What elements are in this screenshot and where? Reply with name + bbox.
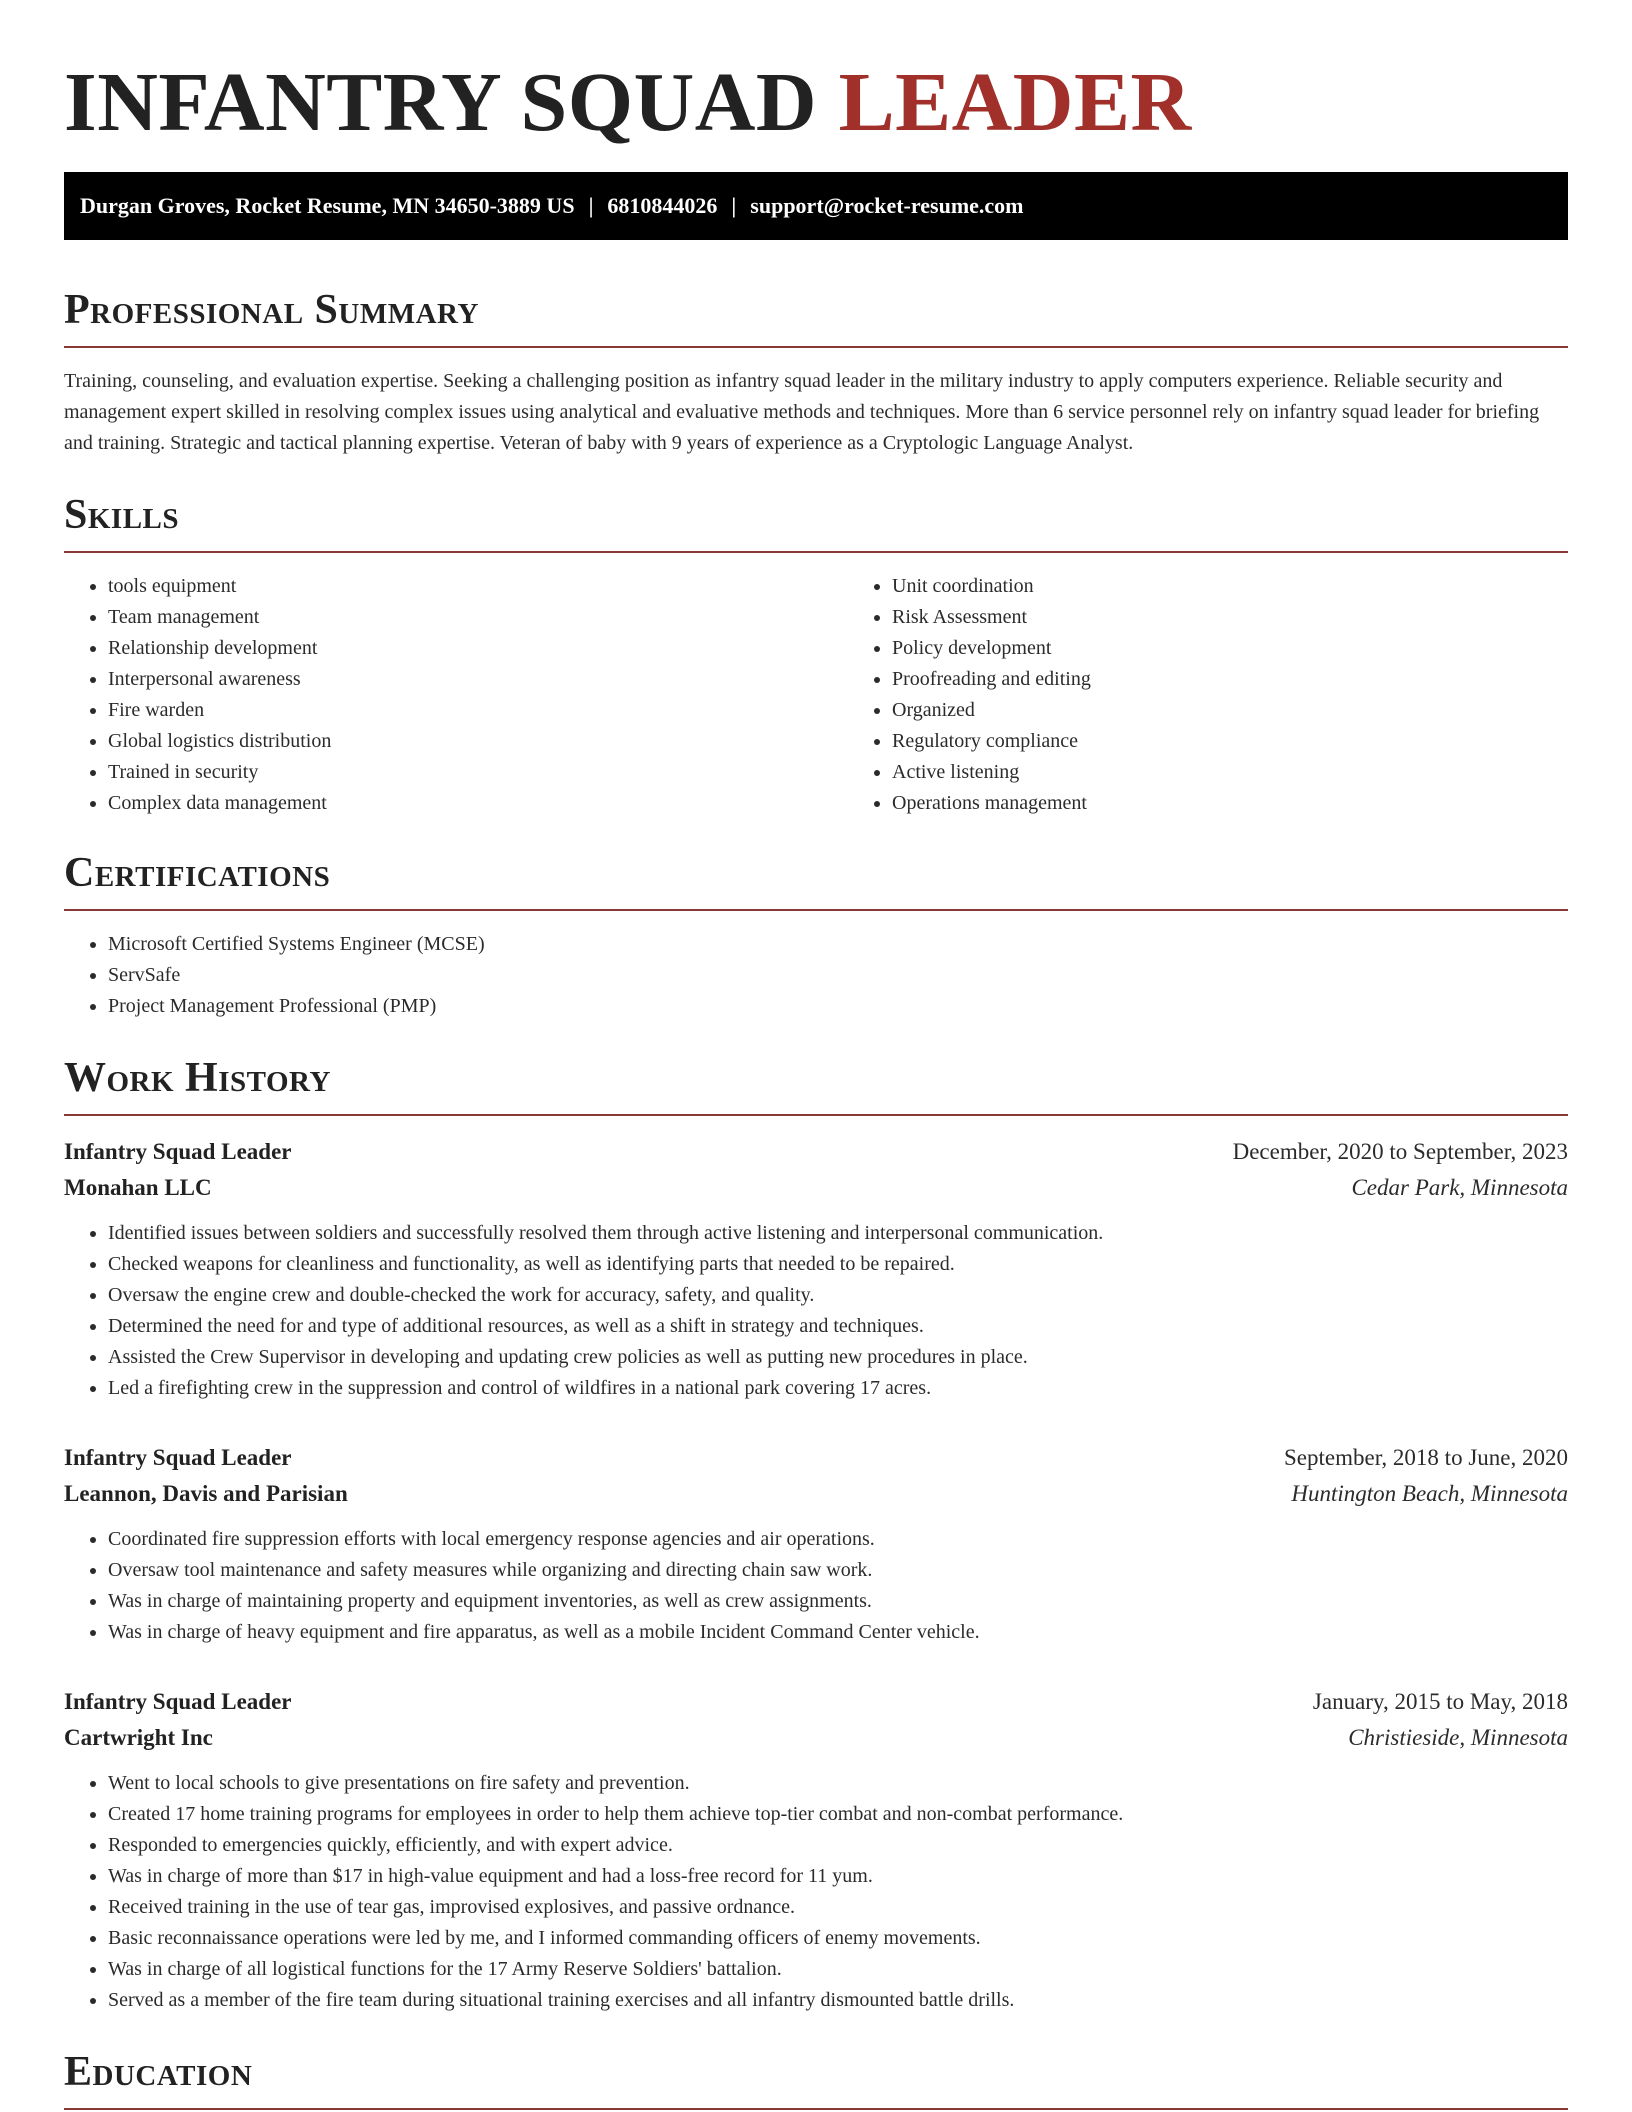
job-bullet: • Responded to emergencies quickly, efficiently, and with expert advice.	[108, 1830, 1568, 1861]
certification-item: • Microsoft Certified Systems Engineer (MCSE)	[108, 929, 1568, 960]
skill-item: • Active listening	[892, 757, 1568, 788]
job-header-row	[64, 1684, 1568, 1720]
job-bullet: • Was in charge of more than $17 in high-value equipment and had a loss-free record for 11 yum.	[108, 1861, 1568, 1892]
section-title-summary: Professional Summary	[64, 287, 479, 333]
skill-item: • Organized	[892, 695, 1568, 726]
contact-address: Durgan Groves, Rocket Resume, MN 34650-3889 US	[80, 193, 575, 218]
skills-grid	[64, 571, 1568, 819]
name-accent: LEADER	[838, 56, 1192, 149]
skill-item: • Proofreading and editing	[892, 664, 1568, 695]
skill-item: • Complex data management	[108, 788, 848, 819]
summary-section	[64, 282, 1568, 459]
skill-item: • Regulatory compliance	[892, 726, 1568, 757]
job-bullet: • Created 17 home training programs for employees in order to help them achieve top-tier combat and non-combat performance.	[108, 1799, 1568, 1830]
job-bullet: • Basic reconnaissance operations were led by me, and I informed commanding officers of enemy movements.	[108, 1923, 1568, 1954]
resume-name	[64, 54, 1568, 152]
job-dates: December, 2020 to September, 2023	[1232, 1139, 1568, 1164]
job-subheader-row	[64, 1720, 1568, 1756]
job-bullets	[64, 1218, 1568, 1404]
skill-item: • Unit coordination	[892, 571, 1568, 602]
skill-item: • Interpersonal awareness	[108, 664, 848, 695]
job-entry	[64, 1134, 1568, 1404]
section-title-certifications: Certifications	[64, 850, 331, 896]
job-bullet: • Identified issues between soldiers and successfully resolved them through active listening and interpersonal communication.	[108, 1218, 1568, 1249]
job-header-row	[64, 1134, 1568, 1170]
job-bullet: • Was in charge of maintaining property and equipment inventories, as well as crew assignments.	[108, 1586, 1568, 1617]
job-location: Cedar Park, Minnesota	[1351, 1175, 1568, 1200]
contact-separator: |	[588, 193, 594, 218]
job-bullet: • Oversaw tool maintenance and safety measures while organizing and directing chain saw work.	[108, 1555, 1568, 1586]
job-company: Leannon, Davis and Parisian	[64, 1481, 348, 1506]
contact-bar	[64, 172, 1568, 240]
certification-item: • Project Management Professional (PMP)	[108, 991, 1568, 1022]
name-main: INFANTRY SQUAD	[64, 56, 818, 149]
job-bullet: • Led a firefighting crew in the suppression and control of wildfires in a national park covering 17 acres.	[108, 1373, 1568, 1404]
skill-item: • tools equipment	[108, 571, 848, 602]
section-divider	[64, 346, 1568, 348]
section-divider	[64, 1114, 1568, 1116]
job-location: Christieside, Minnesota	[1348, 1725, 1568, 1750]
job-bullet: • Served as a member of the fire team during situational training exercises and all infantry dismounted battle drills.	[108, 1985, 1568, 2016]
section-title-education: Education	[64, 2049, 253, 2095]
section-divider	[64, 551, 1568, 553]
certification-item: • ServSafe	[108, 960, 1568, 991]
job-company: Cartwright Inc	[64, 1725, 213, 1750]
skills-list-right	[848, 571, 1568, 819]
certifications-section	[64, 845, 1568, 1022]
contact-email[interactable]: support@rocket-resume.com	[750, 193, 1024, 218]
job-subheader-row	[64, 1170, 1568, 1206]
skill-item: • Risk Assessment	[892, 602, 1568, 633]
skill-item: • Team management	[108, 602, 848, 633]
job-bullet: • Received training in the use of tear gas, improvised explosives, and passive ordnance.	[108, 1892, 1568, 1923]
skills-list-left	[64, 571, 848, 819]
skill-item: • Relationship development	[108, 633, 848, 664]
job-location: Huntington Beach, Minnesota	[1291, 1481, 1568, 1506]
job-bullet: • Coordinated fire suppression efforts with local emergency response agencies and air operations.	[108, 1524, 1568, 1555]
job-entry	[64, 1440, 1568, 1648]
job-bullet: • Went to local schools to give presentations on fire safety and prevention.	[108, 1768, 1568, 1799]
job-bullet: • Oversaw the engine crew and double-checked the work for accuracy, safety, and quality.	[108, 1280, 1568, 1311]
section-title-skills: Skills	[64, 492, 180, 538]
job-bullets	[64, 1768, 1568, 2016]
section-title-work-history: Work History	[64, 1055, 331, 1101]
skill-item: • Policy development	[892, 633, 1568, 664]
job-bullets	[64, 1524, 1568, 1648]
skill-item: • Operations management	[892, 788, 1568, 819]
skill-item: • Trained in security	[108, 757, 848, 788]
job-bullet: • Checked weapons for cleanliness and functionality, as well as identifying parts that needed to be repaired.	[108, 1249, 1568, 1280]
section-divider	[64, 909, 1568, 911]
job-bullet: • Assisted the Crew Supervisor in developing and updating crew policies as well as putting new procedures in place.	[108, 1342, 1568, 1373]
work-history-section	[64, 1050, 1568, 2016]
skills-section	[64, 487, 1568, 819]
job-bullet: • Determined the need for and type of additional resources, as well as a shift in strategy and techniques.	[108, 1311, 1568, 1342]
contact-separator: |	[731, 193, 737, 218]
job-title: Infantry Squad Leader	[64, 1689, 292, 1714]
job-title: Infantry Squad Leader	[64, 1139, 292, 1164]
job-entry	[64, 1684, 1568, 2016]
skill-item: • Global logistics distribution	[108, 726, 848, 757]
education-section	[64, 2044, 1568, 2110]
summary-text: Training, counseling, and evaluation expertise. Seeking a challenging position as infantry squad leader in the military industry to apply computers experience. Reliable security and management expert skilled in resolving complex issues using analytical and evaluative methods and techniques. More than 6 service personnel rely on infantry squad leader for briefing and training. Strategic and tactical planning expertise. Veteran of baby with 9 years of experience as a Cryptologic Language Analyst.	[64, 370, 1540, 454]
job-subheader-row	[64, 1476, 1568, 1512]
job-dates: September, 2018 to June, 2020	[1284, 1445, 1568, 1470]
contact-phone: 6810844026	[607, 193, 718, 218]
skill-item: • Fire warden	[108, 695, 848, 726]
certifications-list	[64, 929, 1568, 1022]
section-divider	[64, 2108, 1568, 2110]
job-dates: January, 2015 to May, 2018	[1312, 1689, 1568, 1714]
job-header-row	[64, 1440, 1568, 1476]
job-title: Infantry Squad Leader	[64, 1445, 292, 1470]
job-bullet: • Was in charge of heavy equipment and fire apparatus, as well as a mobile Incident Command Center vehicle.	[108, 1617, 1568, 1648]
job-bullet: • Was in charge of all logistical functions for the 17 Army Reserve Soldiers' battalion.	[108, 1954, 1568, 1985]
job-company: Monahan LLC	[64, 1175, 212, 1200]
